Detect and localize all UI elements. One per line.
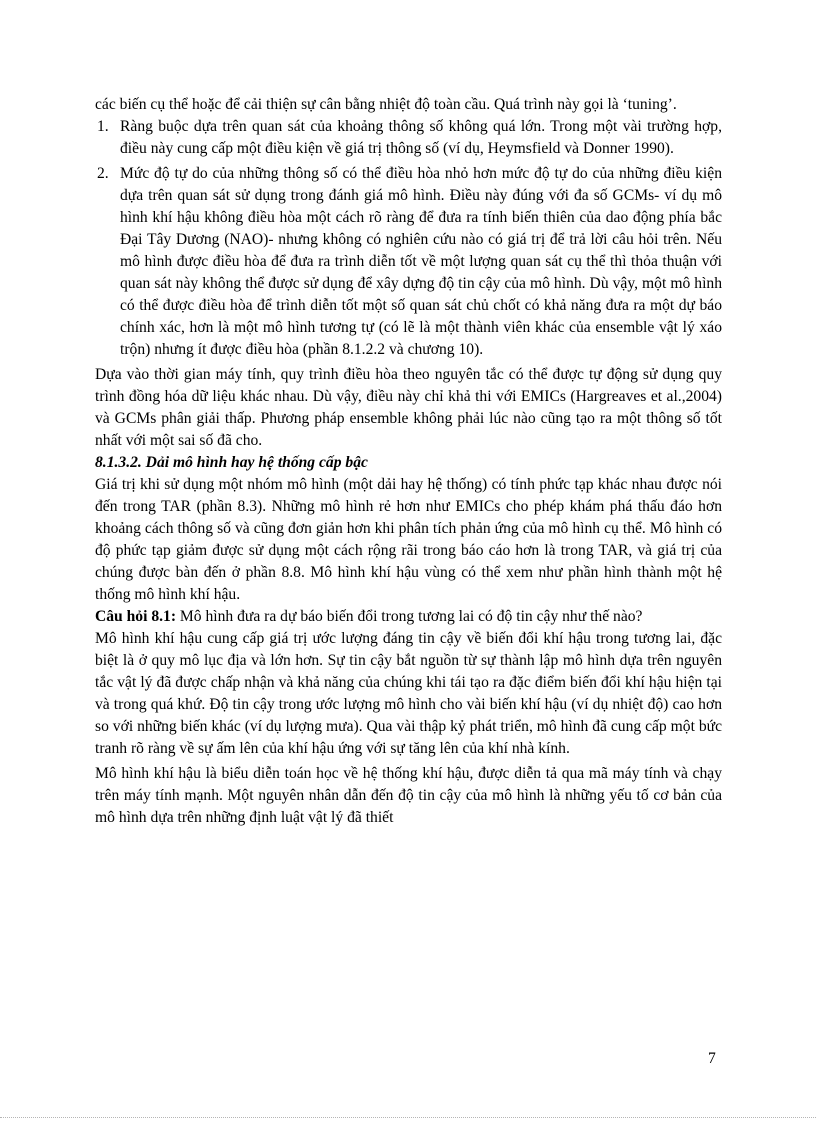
page-number: 7: [708, 1050, 716, 1067]
question-label: Câu hỏi 8.1:: [95, 608, 177, 625]
question-text: Mô hình đưa ra dự báo biến đổi trong tương lai có độ tin cậy như thế nào?: [176, 608, 643, 625]
page-bottom-divider: [0, 1117, 816, 1118]
list-item-number: 1.: [97, 118, 109, 135]
question-paragraph: [95, 606, 722, 628]
section-paragraph: Giá trị khi sử dụng một nhóm mô hình (một dải hay hệ thống) có tính phức tạp khác nhau được nói đến trong TAR (phần 8.3). Những mô hình rẻ hơn như EMICs cho phép khám phá thấu đáo hơn khoảng cách thông số và cũng đơn giản hơn khi phân tích phản ứng của mô hình cụ thể. Mô hình có độ phức tạp giảm được sử dụng một cách rộng rãi trong báo cáo hơn là trong TAR, và giá trị của chúng được bàn đến ở phần 8.8. Mô hình khí hậu vùng có thể xem như phần hình thành một hệ thống mô hình khí hậu.: [95, 476, 722, 603]
numbered-list: [95, 116, 722, 361]
list-item-text: Mức độ tự do của những thông số có thể điều hòa nhỏ hơn mức độ tự do của những điều kiện dựa trên quan sát sử dụng trong đánh giá mô hình. Điều này đúng với đa số GCMs- ví dụ mô hình khí hậu không điều hòa một cách rõ ràng để đưa ra tính biến thiên của dao động phía bắc Đại Tây Dương (NAO)- nhưng không có nghiên cứu nào có giá trị để trả lời câu hỏi trên. Nếu mô hình được điều hòa để đưa ra trình diễn tốt về một lượng quan sát cụ thể thì thỏa thuận với quan sát này không thể được sử dụng để xây dựng độ tin cậy của mô hình. Dù vậy, một mô hình có thể được điều hòa để trình diễn tốt một số quan sát chủ chốt có khả năng đưa ra một dự báo chính xác, hơn là một mô hình tương tự (có lẽ là một thành viên khác của ensemble vật lý xáo trộn) nhưng ít được điều hòa (phần 8.1.2.2 và chương 10).: [120, 165, 722, 358]
answer-paragraph-1: Mô hình khí hậu cung cấp giá trị ước lượng đáng tin cậy về biến đổi khí hậu trong tương lai, đặc biệt là ở quy mô lục địa và lớn hơn. Sự tin cậy bắt nguồn từ sự thành lập mô hình dựa trên nguyên tắc vật lý đã được chấp nhận và khả năng của chúng khi tái tạo ra đặc điểm biến đổi khí hậu hiện tại và trong quá khứ. Độ tin cậy trong ước lượng mô hình cho vài biến khí hậu (ví dụ nhiệt độ) cao hơn so với những biến khác (ví dụ lượng mưa). Qua vài thập kỷ phát triển, mô hình đã cung cấp một bức tranh rõ ràng về sự ấm lên của khí hậu ứng với sự tăng lên của khí nhà kính.: [95, 630, 722, 757]
section-heading: 8.1.3.2. Dải mô hình hay hệ thống cấp bậc: [95, 454, 368, 471]
list-item: [95, 116, 722, 160]
list-item-text: Ràng buộc dựa trên quan sát của khoảng thông số không quá lớn. Trong một vài trường hợp, điều này cung cấp một điều kiện về giá trị thông số (ví dụ, Heymsfield và Donner 1990).: [120, 118, 722, 157]
opening-paragraph: các biến cụ thể hoặc để cải thiện sự cân bằng nhiệt độ toàn cầu. Quá trình này gọi là ‘tuning’.: [95, 96, 677, 113]
list-item-number: 2.: [97, 165, 109, 182]
tuning-paragraph: Dựa vào thời gian máy tính, quy trình điều hòa theo nguyên tắc có thể được tự động sử dụng quy trình đồng hóa dữ liệu khác nhau. Dù vậy, điều này chỉ khả thi với EMICs (Hargreaves et al.,2004) và GCMs phân giải thấp. Phương pháp ensemble không phải lúc nào cũng tạo ra một thông số tốt nhất với một sai số đã cho.: [95, 366, 722, 449]
answer-paragraph-2: Mô hình khí hậu là biểu diễn toán học về hệ thống khí hậu, được diễn tả qua mã máy tính và chạy trên máy tính mạnh. Một nguyên nhân dẫn đến độ tin cậy của mô hình là những yếu tố cơ bản của mô hình dựa trên những định luật vật lý đã thiết: [95, 765, 722, 826]
list-item: [95, 163, 722, 361]
page-body: [95, 94, 722, 829]
